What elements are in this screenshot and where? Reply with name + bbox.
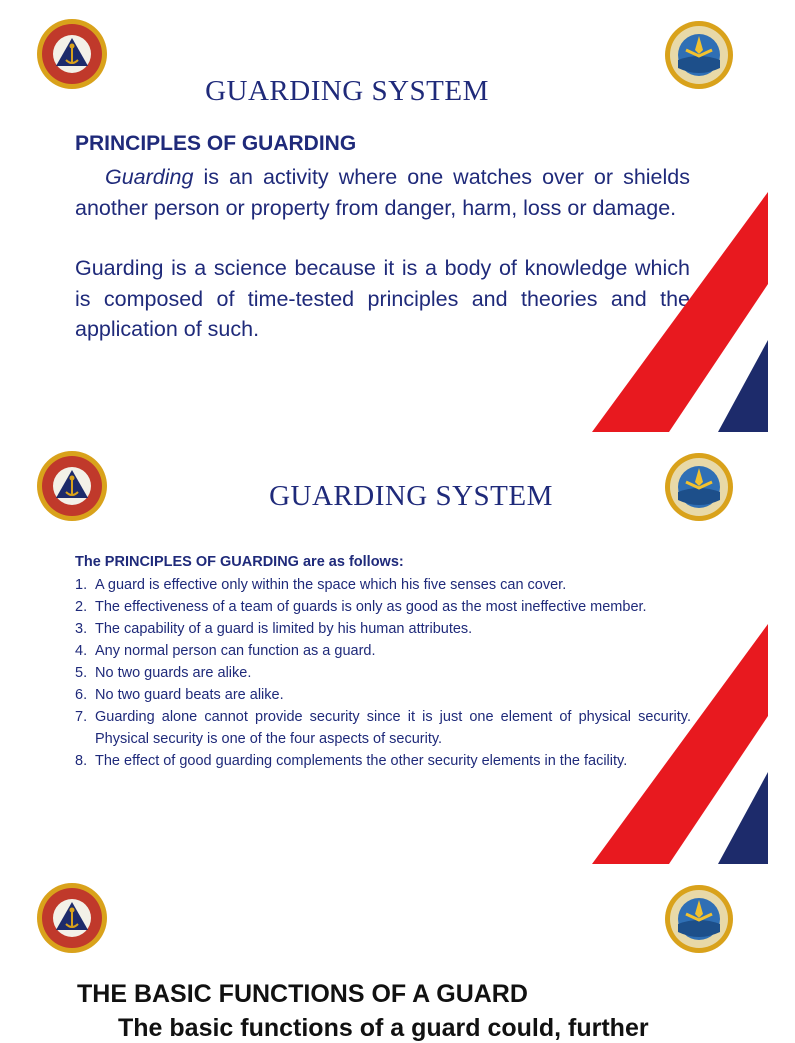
item-number: 2. [75,599,88,615]
paragraph-text: is an activity where one watches over or shields another person or property from danger, harm, loss or damage. [75,165,690,220]
slide-title: GUARDING SYSTEM [205,75,489,107]
item-number: 8. [75,753,88,769]
list-intro [75,554,404,570]
philippine-coast-guard-logo [36,882,108,954]
list-item [75,706,691,750]
intro-rest: are as follows: [298,554,404,570]
list-item [75,684,691,706]
list-item [75,662,691,684]
list-item [75,618,691,640]
item-number: 3. [75,621,88,637]
item-number: 6. [75,687,88,703]
item-text: The effect of good guarding complements the other security elements in the facility. [95,753,628,769]
coast-guard-fleet-logo [664,884,734,954]
slide-1 [0,0,768,432]
list-item [75,640,691,662]
slide-2 [0,432,768,864]
slide-3 [0,864,768,1042]
item-number: 1. [75,577,88,593]
decorative-stripes [568,192,768,432]
list-item [75,596,691,618]
item-text: The effectiveness of a team of guards is only as good as the most ineffective member. [95,599,647,615]
list-item [75,574,691,596]
paragraph-science: Guarding is a science because it is a body of knowledge which is composed of time-tested principles and theories and the application of such. [75,256,690,341]
section-heading: PRINCIPLES OF GUARDING [75,132,357,155]
cut-off-text: The basic functions of a guard could, further [118,1014,649,1042]
item-text: No two guard beats are alike. [95,687,284,703]
item-number: 4. [75,643,88,659]
slide-title: GUARDING SYSTEM [269,480,553,512]
item-text: The capability of a guard is limited by his human attributes. [95,621,473,637]
intro-bold: The PRINCIPLES OF GUARDING [75,554,299,570]
item-number: 7. [75,709,88,725]
item-number: 5. [75,665,88,681]
emphasis-term: Guarding [105,165,194,189]
principles-list [75,574,691,772]
item-text: No two guards are alike. [95,665,252,681]
list-item [75,750,691,772]
section-heading: THE BASIC FUNCTIONS OF A GUARD [77,980,528,1008]
item-text: Any normal person can function as a guard. [95,643,376,659]
item-text: Guarding alone cannot provide security since it is just one element of physical security. Physical security is one of the four aspects of security. [95,709,691,747]
item-text: A guard is effective only within the space which his five senses can cover. [95,577,567,593]
